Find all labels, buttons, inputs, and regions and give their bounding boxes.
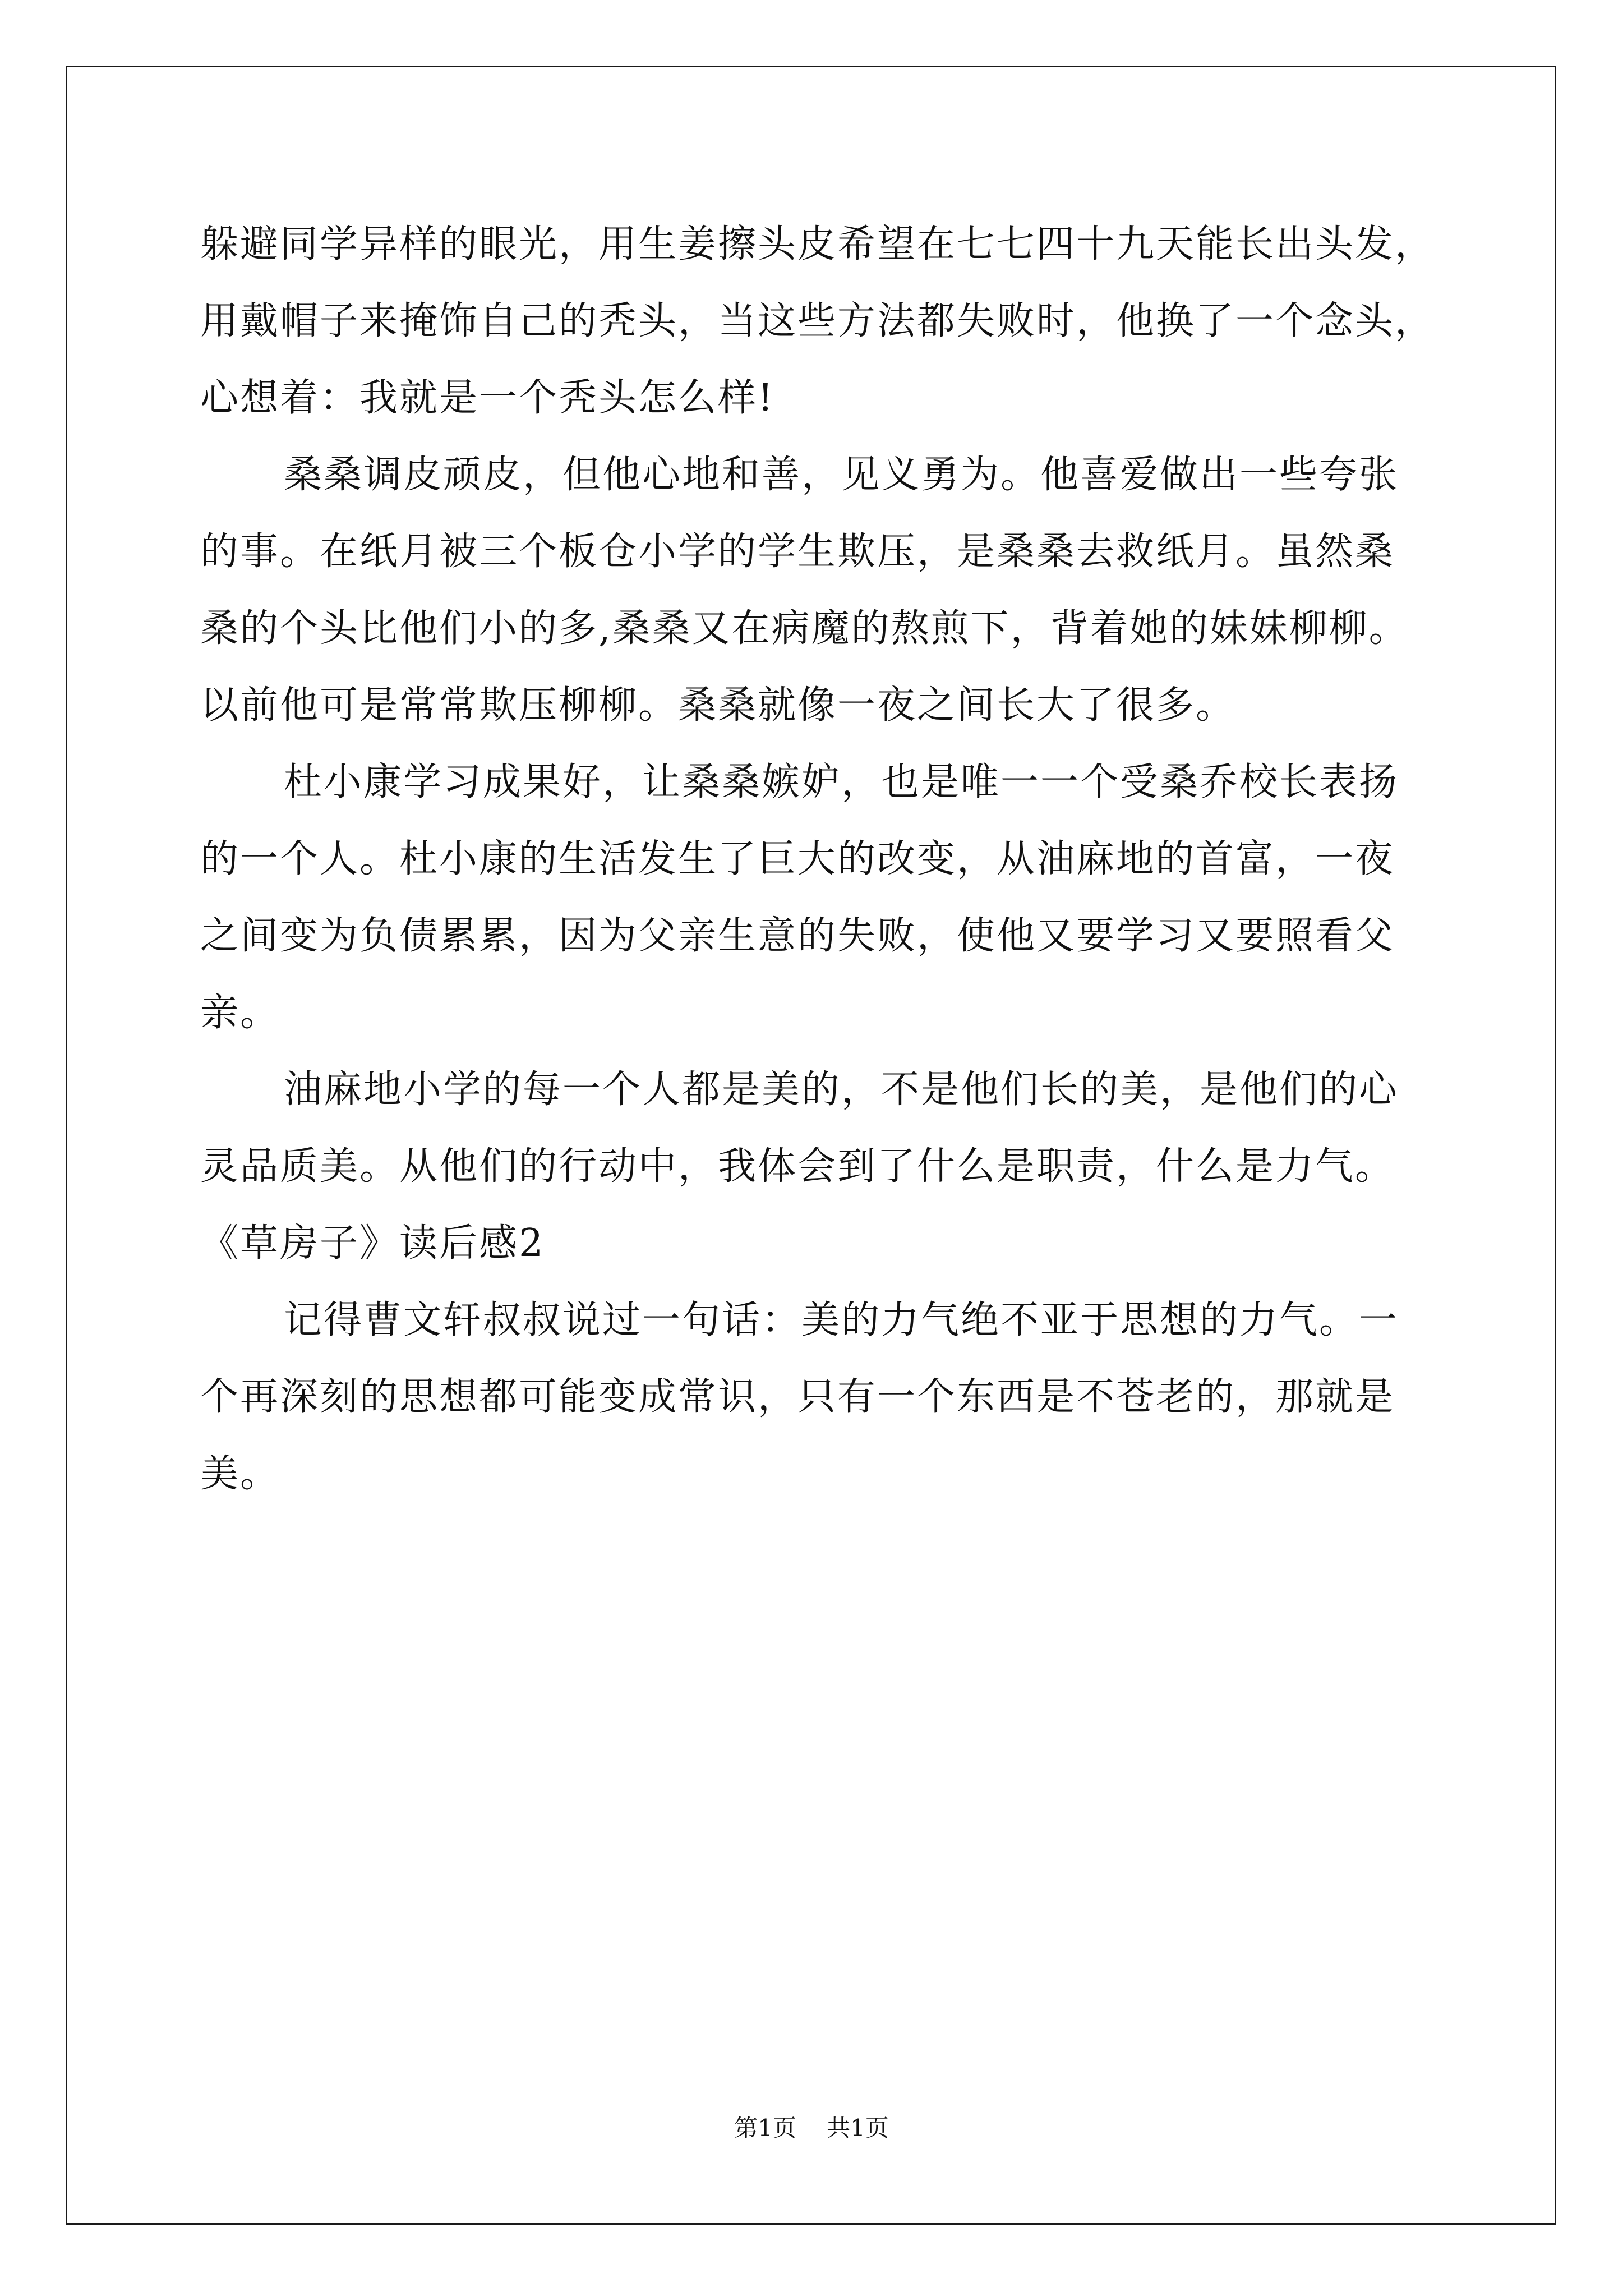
paragraph-start-line: 杜小康学习成果好，让桑桑嫉妒，也是唯一一个受桑乔校长表扬 [284, 760, 1399, 804]
text-line: 心想着：我就是一个秃头怎么样! [200, 376, 775, 420]
paragraph-start-line: 油麻地小学的每一个人都是美的，不是他们长的美，是他们的心 [284, 1068, 1399, 1112]
paragraph-start-line: 记得曹文轩叔叔说过一句话：美的力气绝不亚于思想的力气。一 [284, 1298, 1399, 1342]
text-line: 躲避同学异样的眼光，用生姜擦头皮希望在七七四十九天能长出头发， [200, 222, 1435, 266]
text-line: 的事。在纸月被三个板仓小学的学生欺压，是桑桑去救纸月。虽然桑 [200, 530, 1395, 574]
page-number-total: 共1页 [827, 2114, 889, 2142]
text-line: 亲。 [200, 991, 280, 1035]
page-footer [0, 2113, 1623, 2143]
paragraph-start-line: 桑桑调皮顽皮，但他心地和善，见义勇为。他喜爱做出一些夸张 [284, 453, 1399, 497]
text-line: 个再深刻的思想都可能变成常识，只有一个东西是不苍老的，那就是 [200, 1375, 1395, 1419]
text-line: 的一个人。杜小康的生活发生了巨大的改变，从油麻地的首富，一夜 [200, 837, 1395, 881]
section-title: 《草房子》读后感2 [200, 1221, 545, 1266]
text-line: 用戴帽子来掩饰自己的秃头，当这些方法都失败时，他换了一个念头， [200, 299, 1435, 343]
text-line: 灵品质美。从他们的行动中，我体会到了什么是职责，什么是力气。 [200, 1144, 1395, 1189]
text-line: 美。 [200, 1452, 280, 1496]
text-line: 之间变为负债累累，因为父亲生意的失败，使他又要学习又要照看父 [200, 914, 1395, 958]
document-body [200, 215, 1434, 1522]
page-number-current: 第1页 [734, 2114, 796, 2142]
text-line: 以前他可是常常欺压柳柳。桑桑就像一夜之间长大了很多。 [200, 683, 1236, 728]
text-line: 桑的个头比他们小的多,桑桑又在病魔的熬煎下，背着她的妹妹柳柳。 [200, 606, 1409, 651]
